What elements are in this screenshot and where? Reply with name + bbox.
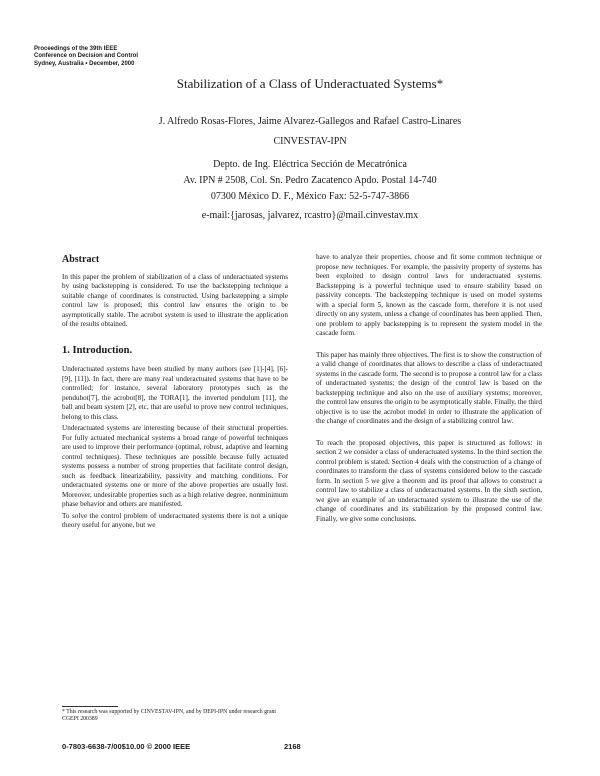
copyright-line: 0-7803-6638-7/00$10.00 © 2000 IEEE	[62, 742, 191, 751]
page-number: 2168	[284, 742, 301, 751]
proceedings-line: Conference on Decision and Control	[34, 53, 139, 60]
institution: CINVESTAV-IPN	[273, 136, 347, 147]
right-paragraph: have to analyze their properties, choose and fit some common technique or propose new techniques. For example, the passivity property of systems has been exploited to design control laws for underactuated systems. Backstepping is a powerful technique used to ensure stability based on passivity concepts. The backstepping technique is used on model systems with a special form 5, known as the cascade form, therefore it is not used directly on any system, unless a change of coordinates has been applied. Then, one problem to apply backstepping is to represent the system model in the cascade form.	[316, 253, 543, 337]
address-line-1: Av. IPN # 2508, Col. Sn. Pedro Zacatenco Apdo. Postal 14-740	[183, 175, 437, 186]
address-line-2: 07300 México D. F., México Fax: 52-5-747-3866	[210, 191, 410, 202]
footnote: * This research was supported by CINVESTAV-IPN, and by DEPI-IPN under research grant CGEPI 200389	[62, 709, 277, 722]
right-paragraph: This paper has mainly three objectives. The first is to show the construction of a valid change of coordinates that allows to describe a class of underactuated systems in the cascade form. The second is to propose a control law for a class of underactuated systems; the design of the control law is based on the backstepping technique and also on the use of auxiliary systems; moreover, the control law ensures the origin to be asymptotically stable. Finally, the third objective is to use the acrobot model in order to illustrate the application of the change of coordinates and the design of a stabilizing control law.	[316, 350, 542, 425]
email-line: e-mail:{jarosas, jalvarez, rcastro}@mail.cinvestav.mx	[201, 210, 419, 221]
left-column	[62, 255, 288, 540]
abstract-heading: Abstract	[62, 254, 100, 265]
proceedings-line: Proceedings of the 39th IEEE	[34, 46, 118, 52]
right-column	[316, 253, 542, 533]
introduction-heading: 1. Introduction.	[62, 344, 133, 356]
proceedings-line: Sydney, Australia • December, 2000	[34, 60, 135, 67]
intro-paragraph: Underactuated systems have been studied by many authors (see [1]-[4], [6]-[9], [11]). In fact, there are many real underactuated systems that have to be controlled; for instance, several laboratory prototypes such as the pendubot[7], the acrobot[8], the TORA[1], the inverted pendulum [11], the ball and beam system [2], etc, that are useful to prove new control techniques, belong to this class.	[62, 365, 288, 421]
right-paragraph: To reach the proposed objectives, this paper is structured as follows: in section 2 we consider a class of underactuated systems. In the third section the control problem is stated. Section 4 deals with the construction of a change of coordinates to transform the class of systems considered below to the cascade form. In section 5 we give a theorem and its proof that allows to construct a control law to stabilize a class of underactuated systems. In the sixth section, we give an example of an underactuated system to illustrate the use of the change of coordinates and its stabilization by the proposed control law. Finally, we give some conclusions.	[316, 438, 542, 523]
proceedings-header	[34, 46, 184, 68]
paper-authors: J. Alfredo Rosas-Flores, Jaime Alvarez-Gallegos and Rafael Castro-Linares	[158, 116, 462, 127]
department: Depto. de Ing. Eléctrica Sección de Mecatrónica	[213, 159, 407, 170]
footnote-rule	[62, 706, 118, 707]
paper-title: Stabilization of a Class of Underactuated Systems*	[176, 76, 444, 91]
abstract-text: In this paper the problem of stabilization of a class of underactuated systems by using backstepping is considered. To use the backstepping technique a suitable change of coordinates is constructed. Using backstepping a simple control law is proposed; this control law ensures the origin to be asymptotically stable. The acrobot system is used to illustrate the application of the results obtained.	[62, 272, 288, 328]
intro-paragraph: To solve the control problem of underactuated systems there is not a unique theory useful for anyone, but we	[62, 511, 288, 529]
intro-paragraph: Underactuated systems are interesting because of their structural properties. For fully actuated mechanical systems a broad range of powerful techniques are used to improve their performance (optimal, robust, adaptive and learning control techniques). These techniques are possible because fully actuated systems possess a number of strong properties that facilitate control design, such as feedback linearizability, passivity and matching conditions. For underactuated systems one or more of the above properties are usually lost. Moreover, undesirable properties such as a high relative degree, nonminimum phase behavior and others are manifested.	[62, 424, 288, 508]
